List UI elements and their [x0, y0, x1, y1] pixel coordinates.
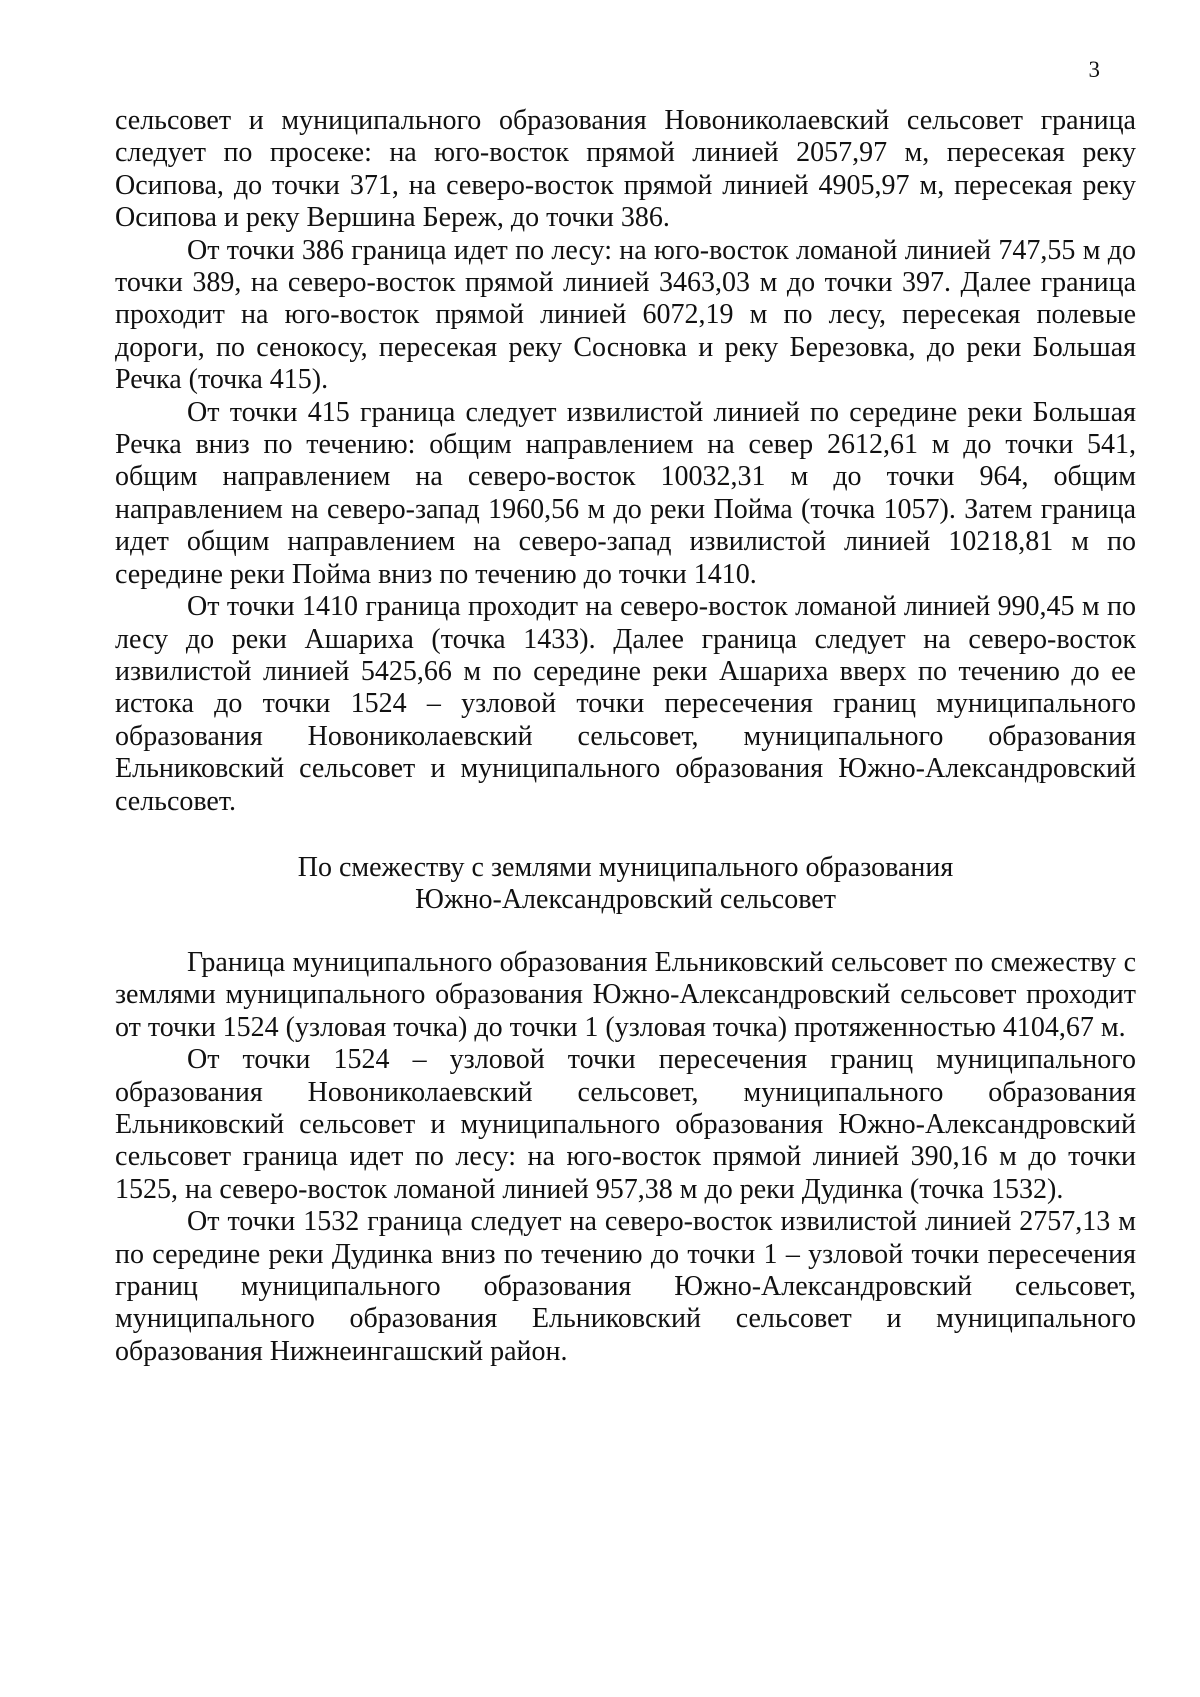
paragraph: От точки 1524 – узловой точки пересечения границ муниципального образования Новониколаевский сельсовет, муниципального образования Ельниковский сельсовет и муниципального образования Южно-Александровский сельсовет граница идет по лесу: на юго-восток прямой линией 390,16 м до точки 1525, на северо-восток ломаной линией 957,38 м до реки Дудинка (точка 1532).: [115, 1044, 1136, 1205]
paragraph: От точки 1532 граница следует на северо-восток извилистой линией 2757,13 м по середине реки Дудинка вниз по течению до точки 1 – узловой точки пересечения границ муниципального образования Южно-Александровский сельсовет, муниципального образования Ельниковский сельсовет и муниципального образования Нижнеингашский район.: [115, 1206, 1136, 1367]
page-number: 3: [1088, 57, 1100, 82]
section-heading: [115, 852, 1136, 916]
paragraph: От точки 1410 граница проходит на северо-восток ломаной линией 990,45 м по лесу до реки Ашариха (точка 1433). Далее граница следует на северо-восток извилистой линией 5425,66 м по середине реки Ашариха вверх по течению до ее истока до точки 1524 – узловой точки пересечения границ муниципального образования Новониколаевский сельсовет, муниципального образования Ельниковский сельсовет и муниципального образования Южно-Александровский сельсовет.: [115, 591, 1136, 817]
paragraph: От точки 386 граница идет по лесу: на юго-восток ломаной линией 747,55 м до точки 389, на северо-восток прямой линией 3463,03 м до точки 397. Далее граница проходит на юго-восток прямой линией 6072,19 м по лесу, пересекая полевые дороги, по сенокосу, пересекая реку Сосновка и реку Березовка, до реки Большая Речка (точка 415).: [115, 234, 1136, 396]
paragraph: От точки 415 граница следует извилистой линией по середине реки Большая Речка вниз по течению: общим направлением на север 2612,61 м до точки 541, общим направлением на северо-восток 10032,31 м до точки 964, общим направлением на северо-запад 1960,56 м до реки Пойма (точка 1057). Затем граница идет общим направлением на северо-запад извилистой линией 10218,81 м по середине реки Пойма вниз по течению до точки 1410.: [115, 396, 1136, 590]
section-heading-line: Южно-Александровский сельсовет: [415, 883, 836, 915]
paragraph-continuation: сельсовет и муниципального образования Новониколаевский сельсовет граница следует по просеке: на юго-восток прямой линией 2057,97 м, пересекая реку Осипова, до точки 371, на северо-восток прямой линией 4905,97 м, пересекая реку Осипова и реку Вершина Береж, до точки 386.: [115, 105, 1136, 234]
section-heading-line: По смежеству с землями муниципального образования: [297, 851, 954, 883]
document-body: [115, 105, 1136, 1368]
paragraph: Граница муниципального образования Ельниковский сельсовет по смежеству с землями муниципального образования Южно-Александровский сельсовет проходит от точки 1524 (узловая точка) до точки 1 (узловая точка) протяженностью 4104,67 м.: [115, 946, 1136, 1043]
